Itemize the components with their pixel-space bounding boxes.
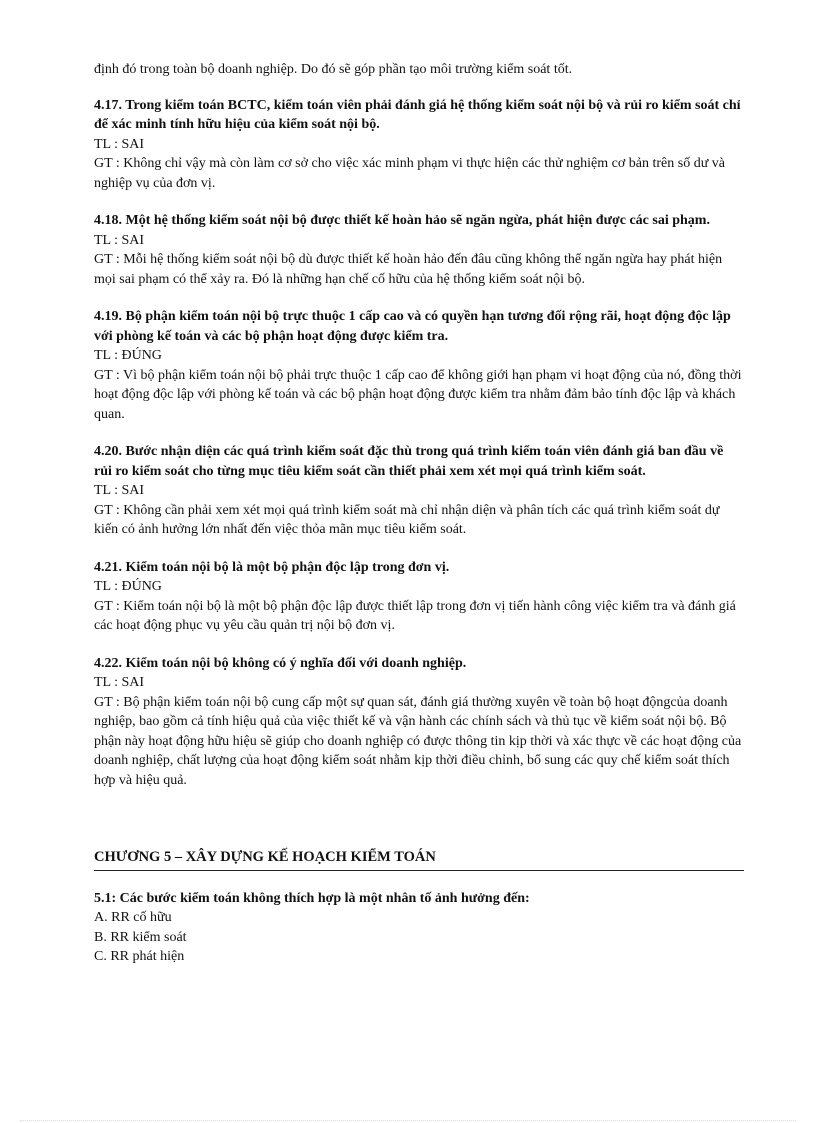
question-text: 4.17. Trong kiểm toán BCTC, kiểm toán viên phải đánh giá hệ thống kiểm soát nội bộ và rủi ro kiểm soát chỉ để xác minh tính hữu hiệu của kiểm soát nội bộ.: [94, 97, 741, 132]
explanation-text: GT : Mỗi hệ thống kiểm soát nội bộ dù được thiết kế hoàn hảo đến đâu cũng không thể ngăn ngừa hay phát hiện mọi sai phạm có thể xảy ra. Đó là những hạn chế cố hữu của hệ thống kiểm soát nội bộ.: [94, 252, 723, 287]
answer-text: TL : SAI: [94, 675, 145, 690]
question-block-4-17: [94, 96, 744, 194]
question-block-4-21: [94, 558, 744, 636]
option-b: B. RR kiểm soát: [94, 929, 187, 945]
option-a: A. RR cố hữu: [94, 910, 172, 925]
answer-text: TL : SAI: [94, 136, 145, 152]
document-page: [94, 60, 744, 967]
option-c: C. RR phát hiện: [94, 949, 185, 964]
question-text: 4.18. Một hệ thống kiểm soát nội bộ được thiết kế hoàn hảo sẽ ngăn ngừa, phát hiện được các sai phạm.: [94, 213, 710, 228]
question-text: 5.1: Các bước kiểm toán không thích hợp là một nhân tố ảnh hưởng đến:: [94, 890, 530, 906]
question-block-5-1: [94, 889, 744, 967]
question-block-4-22: [94, 654, 744, 791]
answer-text: TL : SAI: [94, 483, 145, 498]
question-block-4-18: [94, 211, 744, 289]
answer-text: TL : SAI: [94, 232, 145, 248]
question-block-4-19: [94, 307, 744, 424]
explanation-text: GT : Kiểm toán nội bộ là một bộ phận độc lập được thiết lập trong đơn vị tiến hành công việc kiểm tra và đánh giá các hoạt động phục vụ yêu cầu quản trị nội bộ đơn vị.: [94, 598, 736, 633]
explanation-text: GT : Không cần phải xem xét mọi quá trình kiểm soát mà chỉ nhận diện và phân tích các quá trình kiểm soát dự kiến có ảnh hưởng lớn nhất đến việc thỏa mãn mục tiêu kiểm soát.: [94, 502, 720, 537]
question-text: 4.19. Bộ phận kiểm toán nội bộ trực thuộc 1 cấp cao và có quyền hạn tương đối rộng rãi, hoạt động độc lập với phòng kế toán và các bộ phận hoạt động được kiểm tra.: [94, 309, 731, 344]
question-text: 4.21. Kiểm toán nội bộ là một bộ phận độc lập trong đơn vị.: [94, 559, 450, 575]
question-block-4-20: [94, 442, 744, 540]
answer-text: TL : ĐÚNG: [94, 348, 162, 363]
page-bottom-rule: [20, 1120, 796, 1121]
answer-text: TL : ĐÚNG: [94, 579, 162, 594]
question-text: 4.20. Bước nhận diện các quá trình kiểm soát đặc thù trong quá trình kiểm toán viên đánh giá ban đầu về rủi ro kiểm soát cho từng mục tiêu kiểm soát cần thiết phải xem xét mọi quá trình kiểm soát.: [94, 444, 724, 479]
question-text: 4.22. Kiểm toán nội bộ không có ý nghĩa đối với doanh nghiệp.: [94, 655, 467, 671]
intro-paragraph: định đó trong toàn bộ doanh nghiệp. Do đó sẽ góp phần tạo môi trường kiểm soát tốt.: [94, 62, 573, 77]
explanation-text: GT : Vì bộ phận kiểm toán nội bộ phải trực thuộc 1 cấp cao để không giới hạn phạm vi hoạt động của nó, đồng thời hoạt động độc lập với phòng kế toán và các bộ phận hoạt động được kiểm tra nhằm đảm bảo tính độc lập và khách quan.: [94, 367, 742, 422]
explanation-text: GT : Bộ phận kiểm toán nội bộ cung cấp một sự quan sát, đánh giá thường xuyên về toàn bộ hoạt độngcủa doanh nghiệp, bao gồm cả tính hiệu quả của việc thiết kế và vận hành các chính sách và thủ tục về kiểm soát nội bộ. Bộ phận này hoạt động hữu hiệu sẽ giúp cho doanh nghiệp có được thông tin kịp thời và xác thực về các hoạt động của doanh nghiệp, chất lượng của hoạt động kiểm soát nhằm kịp thời điều chỉnh, bổ sung các quy chế kiểm soát thích hợp và hiệu quả.: [94, 694, 742, 788]
chapter-heading: CHƯƠNG 5 – XÂY DỰNG KẾ HOẠCH KIỂM TOÁN: [94, 848, 744, 871]
explanation-text: GT : Không chỉ vậy mà còn làm cơ sở cho việc xác minh phạm vi thực hiện các thử nghiệm cơ bản trên số dư và nghiệp vụ của đơn vị.: [94, 156, 725, 191]
